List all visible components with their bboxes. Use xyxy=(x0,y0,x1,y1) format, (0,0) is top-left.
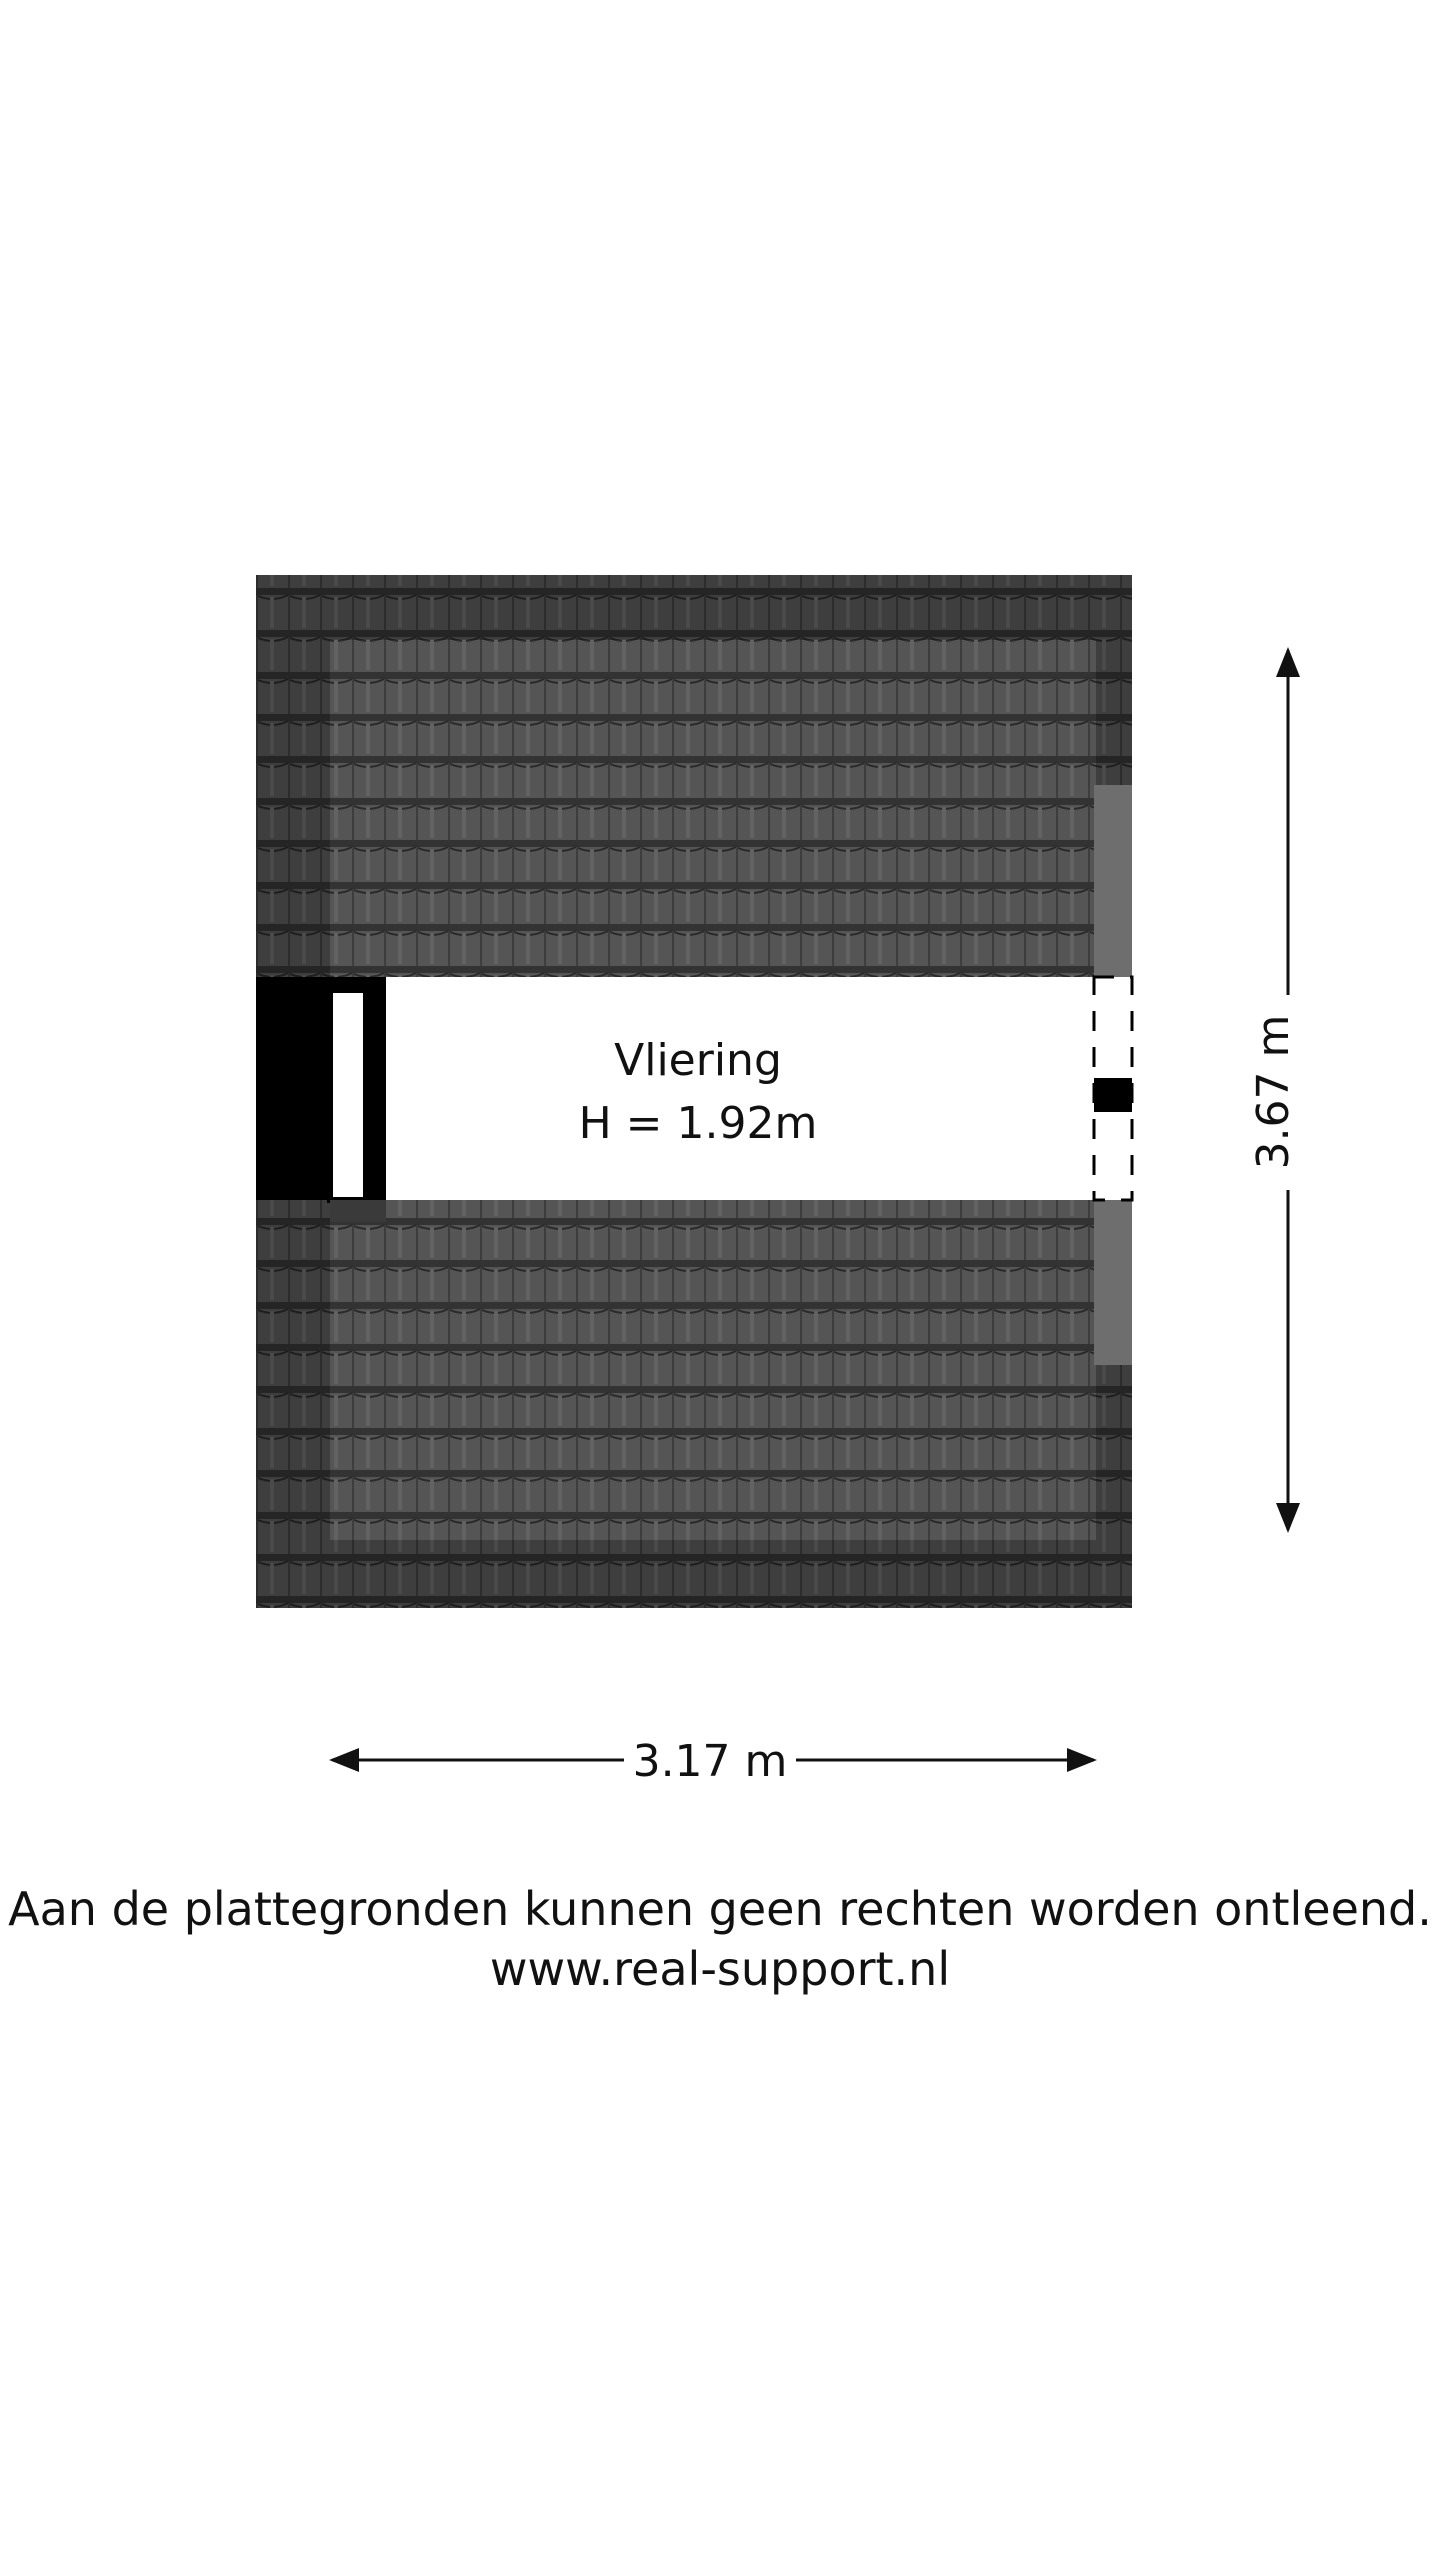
depth-label: 3.67 m xyxy=(1248,1014,1299,1170)
roof-top xyxy=(256,575,1132,977)
room-name: Vliering xyxy=(614,1035,782,1086)
room-height-label: H = 1.92m xyxy=(578,1098,818,1149)
roof-bottom xyxy=(256,1200,1132,1608)
width-label: 3.17 m xyxy=(632,1736,788,1787)
room-floor xyxy=(256,977,1132,1200)
depth-dimension xyxy=(1248,650,1299,1530)
disclaimer-text: Aan de plattegronden kunnen geen rechten worden ontleend. xyxy=(8,1882,1432,1936)
wall-left xyxy=(256,977,386,1222)
website-link[interactable]: www.real-support.nl xyxy=(489,1942,951,1996)
width-dimension xyxy=(332,1736,1094,1787)
window-right xyxy=(1094,977,1132,1200)
